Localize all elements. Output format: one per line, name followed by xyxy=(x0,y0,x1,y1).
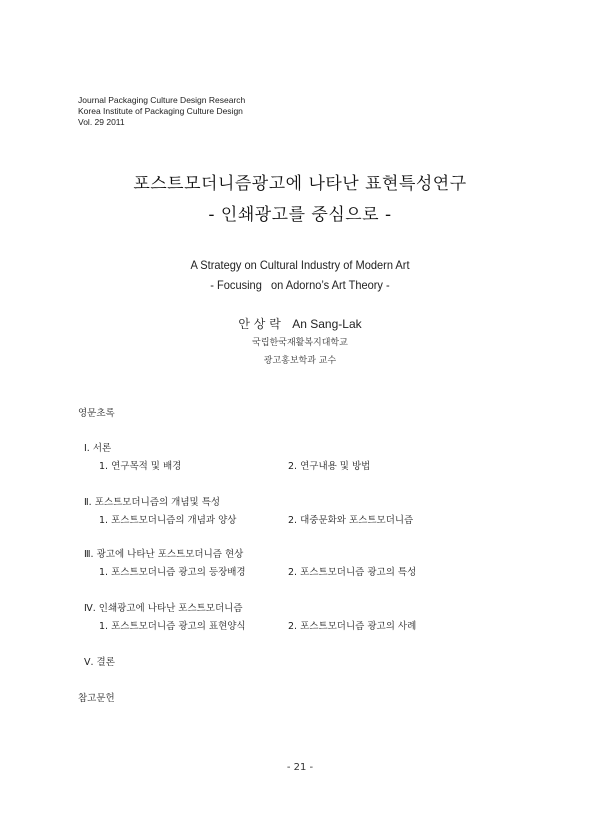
page-number: - 21 - xyxy=(286,762,314,773)
author-affiliation-university: 국립한국재활복지대학교 xyxy=(252,338,348,348)
toc-section-4: Ⅳ. 인쇄광고에 나타난 포스트모더니즘 xyxy=(84,603,243,614)
toc-section-2: Ⅱ. 포스트모더니즘의 개념및 특성 xyxy=(84,497,221,508)
toc-item-3-1: 1. 포스트모더니즘 광고의 등장배경 xyxy=(99,567,246,578)
paper-title-english: A Strategy on Cultural Industry of Modern Art xyxy=(190,258,410,272)
toc-item-3-2: 2. 포스트모더니즘 광고의 특성 xyxy=(288,567,417,578)
journal-publisher: Korea Institute of Packaging Culture Design xyxy=(78,106,243,116)
toc-section-1: Ⅰ. 서론 xyxy=(84,443,112,454)
author-name-korean: 안 상 락 xyxy=(238,317,281,331)
toc-section-3: Ⅲ. 광고에 나타난 포스트모더니즘 현상 xyxy=(84,549,244,560)
author-name-english: An Sang-Lak xyxy=(292,317,362,331)
toc-item-4-2: 2. 포스트모더니즘 광고의 사례 xyxy=(288,621,417,632)
references-label: 참고문헌 xyxy=(78,693,115,704)
journal-name: Journal Packaging Culture Design Research xyxy=(78,95,246,105)
journal-volume: Vol. 29 2011 xyxy=(78,117,125,127)
toc-item-4-1: 1. 포스트모더니즘 광고의 표현양식 xyxy=(99,621,246,632)
toc-item-2-1: 1. 포스트모더니즘의 개념과 양상 xyxy=(99,515,237,526)
toc-item-2-2: 2. 대중문화와 포스트모더니즘 xyxy=(288,515,414,526)
toc-item-1-2: 2. 연구내용 및 방법 xyxy=(288,461,371,472)
paper-subtitle-korean: - 인쇄광고를 중심으로 - xyxy=(208,205,392,225)
toc-section-5: Ⅴ. 결론 xyxy=(84,657,115,668)
paper-subtitle-english: - Focusing on Adorno’s Art Theory - xyxy=(210,278,390,292)
toc-item-1-1: 1. 연구목적 및 배경 xyxy=(99,461,182,472)
author-affiliation-department: 광고홍보학과 교수 xyxy=(263,356,337,366)
paper-title-korean: 포스트모더니즘광고에 나타난 표현특성연구 xyxy=(133,174,467,194)
abstract-label: 영문초록 xyxy=(78,408,115,419)
